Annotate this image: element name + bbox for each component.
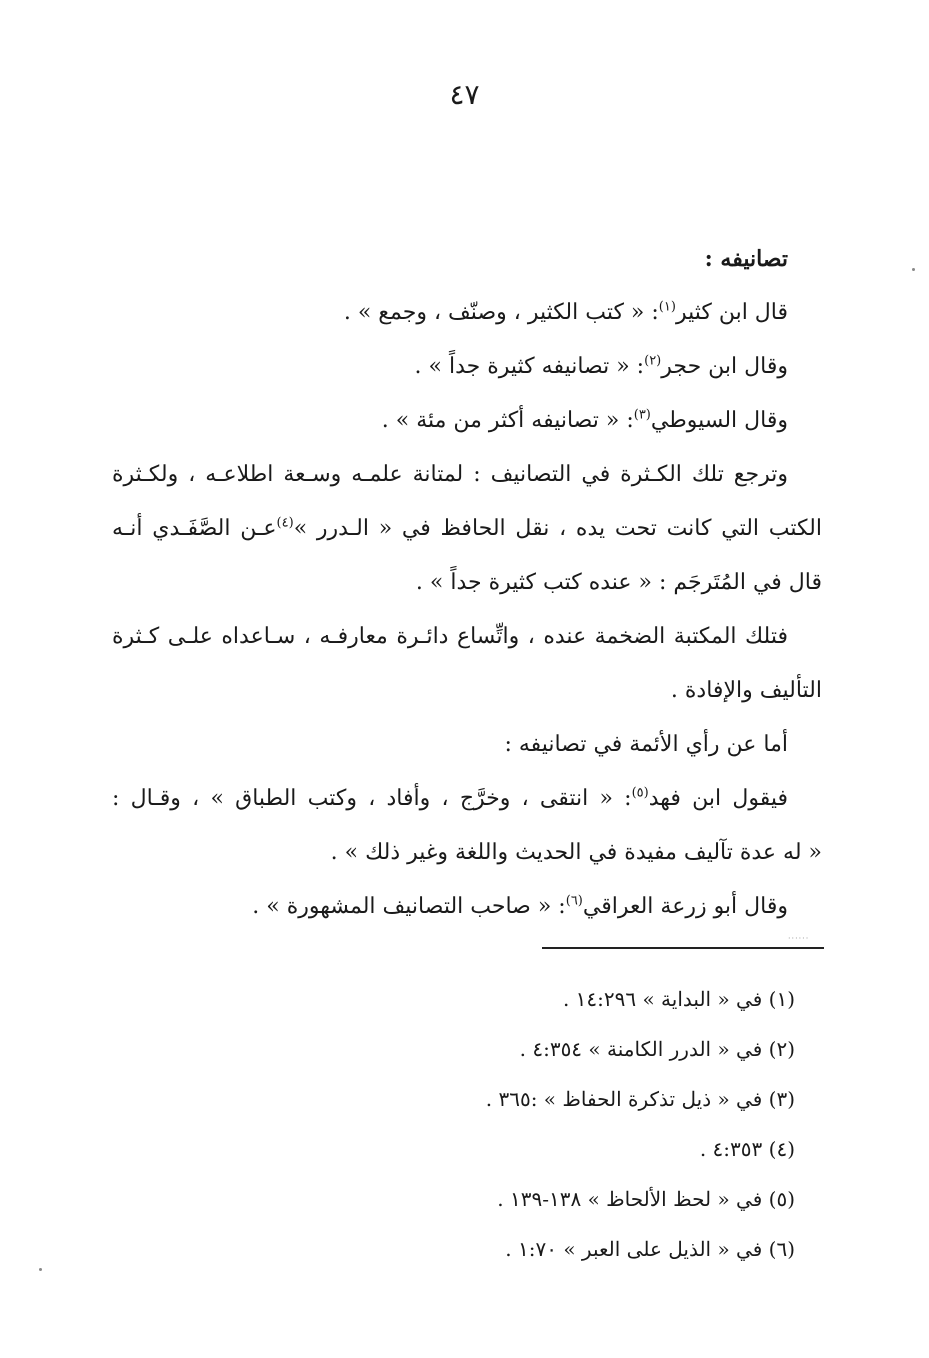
footnote-item: (٤) ٤:٣٥٣ . [699, 1137, 795, 1161]
footnote-divider [542, 947, 824, 949]
paragraph-line: التأليف والإفادة . [670, 678, 822, 703]
line-text: عـن الصَّفَـدي أنـه [112, 516, 277, 541]
main-text [112, 232, 822, 934]
footnote-item: (٦) في « الذيل على العبر » ١:٧٠ . [505, 1237, 795, 1261]
footnote-ref: (٥) [631, 785, 649, 801]
paragraph-line [112, 880, 822, 934]
footnote-item: (١) في « البداية » ١٤:٢٩٦ . [562, 987, 795, 1011]
paragraph-line: « له عدة تآليف مفيدة في الحديث واللغة وغير ذلك » . [330, 840, 822, 865]
line-text: : « تصانيفه أكثر من مئة » . [381, 408, 634, 433]
footnotes-section [380, 974, 795, 1274]
line-text: : « انتقى ، وخرَّج ، وأفاد ، وكتب الطباق » ، وقـال : [112, 786, 632, 811]
footnote-ref: (٢) [644, 353, 662, 369]
paragraph-line [112, 286, 822, 340]
paragraph-line: أما عن رأي الأئمة في تصانيفه : [504, 732, 788, 757]
page-number: ٤٧ [449, 78, 480, 111]
line-text: : « صاحب التصانيف المشهورة » . [252, 894, 566, 919]
paragraph-line: وترجع تلك الكـثرة في التصانيف : لمتانة علمـه وسـعة اطلاعـه ، ولكـثرة [112, 462, 788, 487]
footnote-item: (٣) في « ذيل تذكرة الحفاظ » :٣٦٥ . [485, 1087, 795, 1111]
section-heading: تصانيفه : [704, 246, 788, 272]
scan-speck [912, 268, 915, 271]
paragraph-line: قال في المُتَرجَم : « عنده كتب كثيرة جداً » . [415, 570, 822, 595]
footnote-ref: (١) [658, 299, 676, 315]
footnote-ref: (٦) [565, 893, 583, 909]
paragraph-line: فتلك المكتبة الضخمة عنده ، واتِّساع دائـرة معارفـه ، سـاعداه علـى كـثرة [112, 624, 788, 649]
paragraph-line [112, 772, 822, 826]
footnote-item: (٢) في « الدرر الكامنة » ٤:٣٥٤ . [519, 1037, 795, 1061]
line-text: الكتب التي كانت تحت يده ، نقل الحافظ في « الـدرر » [293, 516, 822, 541]
paragraph-line [112, 340, 822, 394]
footnote-item: (٥) في « لحظ الألحاظ » ١٣٨-١٣٩ . [497, 1187, 795, 1211]
line-text: : « تصانيفه كثيرة جداً » . [414, 354, 645, 379]
line-text: وقال أبو زرعة العراقي [582, 894, 788, 919]
footnote-ref: (٣) [633, 407, 651, 423]
line-text: فيقول ابن فهد [648, 786, 789, 811]
divider-dots: ······ [788, 934, 810, 943]
line-text: وقال السيوطي [650, 408, 788, 433]
line-text: : « كتب الكثير ، وصنّف ، وجمع » . [343, 300, 659, 325]
line-text: قال ابن كثير [675, 300, 788, 325]
paragraph-line [112, 394, 822, 448]
scan-speck [39, 1268, 42, 1271]
line-text: وقال ابن حجر [661, 354, 788, 379]
paragraph-line [112, 502, 822, 556]
footnote-ref: (٤) [276, 515, 294, 531]
